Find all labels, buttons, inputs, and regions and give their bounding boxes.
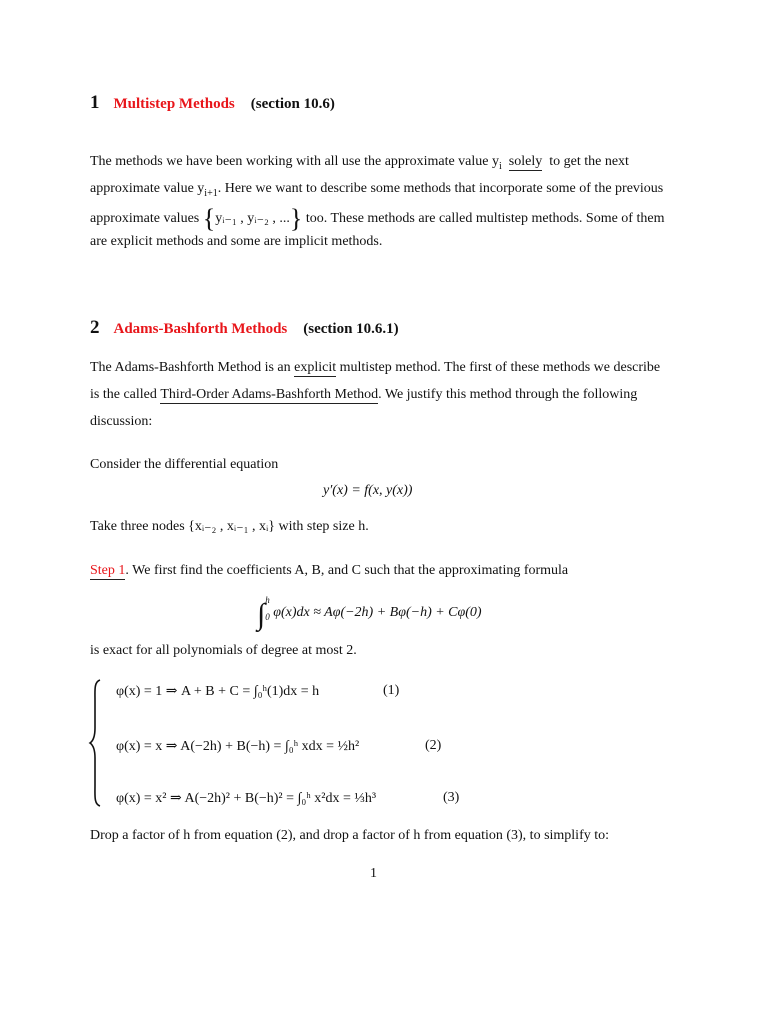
consider-line	[90, 457, 278, 473]
method-name-link[interactable]: Third-Order Adams-Bashforth Method	[160, 387, 379, 402]
left-brace: {	[202, 204, 216, 233]
text: is exact for all polynomials of degree at most 2.	[90, 643, 357, 658]
text: too. These methods are called multistep methods. Some of them	[305, 211, 665, 226]
text: are explicit methods and some are implicit methods.	[90, 234, 383, 249]
equation: φ(x) = 1 ⇒ A + B + C = ∫₀ʰ(1)dx = h	[116, 684, 320, 699]
text: . We first find the coefficients A, B, and C such that the approximating formula	[125, 563, 569, 578]
equation-1-number	[383, 683, 399, 699]
nodes-line	[90, 518, 369, 535]
text: approximate values	[90, 211, 200, 226]
integral-limits	[265, 596, 270, 622]
equation-2-number	[425, 738, 441, 754]
approx-formula	[257, 596, 482, 632]
sec2-line-3	[90, 414, 152, 430]
underlined-word: explicit	[294, 360, 337, 375]
section-ref: (section 10.6)	[250, 96, 335, 112]
step-1-label: Step 1	[90, 563, 126, 578]
equation-3	[116, 790, 376, 807]
section-title: Adams-Bashforth Methods	[113, 321, 288, 337]
step-1-line	[90, 563, 568, 579]
lower-limit: 0	[265, 612, 270, 622]
upper-limit: h	[265, 595, 270, 605]
sec1-line-4	[90, 234, 382, 250]
section-ref: (section 10.6.1)	[303, 321, 399, 337]
sec2-line-1	[90, 360, 660, 376]
subscript: i	[499, 160, 502, 172]
text: discussion:	[90, 414, 153, 429]
text: to get the next	[549, 154, 629, 169]
page-number	[370, 866, 377, 882]
text: Drop a factor of h from equation (2), and drop a factor of h from equation (3), to simplify to:	[90, 828, 610, 843]
text: multistep method. The first of these methods we describe	[339, 360, 661, 375]
page-number-text: 1	[370, 866, 377, 881]
text: Consider the differential equation	[90, 457, 279, 472]
sec1-line-1	[90, 154, 629, 170]
sec1-line-3	[90, 204, 664, 234]
section-1-heading	[90, 92, 335, 114]
section-2-heading	[90, 317, 399, 339]
text: Take three nodes {xᵢ₋₂ , xᵢ₋₁ , xᵢ} with step size h.	[90, 519, 369, 534]
equation-1	[116, 683, 319, 700]
text: is the called	[90, 387, 157, 402]
drop-line	[90, 828, 609, 844]
equation-2	[116, 738, 359, 755]
ode-equation	[323, 483, 412, 499]
equation: y′(x) = f(x, y(x))	[323, 483, 413, 498]
equation-number: (1)	[383, 683, 400, 698]
section-number: 2	[90, 317, 100, 338]
equation: φ(x) = x ⇒ A(−2h) + B(−h) = ∫₀ʰ xdx = ½h²	[116, 739, 360, 754]
section-number: 1	[90, 92, 100, 113]
section-title: Multistep Methods	[113, 96, 235, 112]
text: The Adams-Bashforth Method is an	[90, 360, 291, 375]
text: The methods we have been working with all use the approximate value y	[90, 154, 499, 169]
right-brace: }	[289, 204, 303, 233]
text: . We justify this method through the following	[378, 387, 638, 402]
equation-number: (2)	[425, 738, 442, 753]
underlined-word: solely	[508, 154, 543, 169]
text: approximate value y	[90, 181, 205, 196]
system-brace	[88, 678, 104, 808]
equation: φ(x)dx ≈ Aφ(−2h) + Bφ(−h) + Cφ(0)	[273, 605, 482, 620]
equation: φ(x) = x² ⇒ A(−2h)² + B(−h)² = ∫₀ʰ x²dx = ⅓h³	[116, 791, 377, 806]
exact-line	[90, 643, 357, 659]
sec2-line-2	[90, 387, 637, 403]
subscript: i+1	[204, 187, 218, 199]
sec1-line-2	[90, 181, 663, 197]
equation-3-number	[443, 790, 459, 806]
set-content: yᵢ₋₁ , yᵢ₋₂ , ...	[215, 211, 290, 226]
text: . Here we want to describe some methods that incorporate some of the previous	[217, 181, 664, 196]
integral-sign: ∫	[257, 598, 266, 631]
equation-number: (3)	[443, 790, 460, 805]
